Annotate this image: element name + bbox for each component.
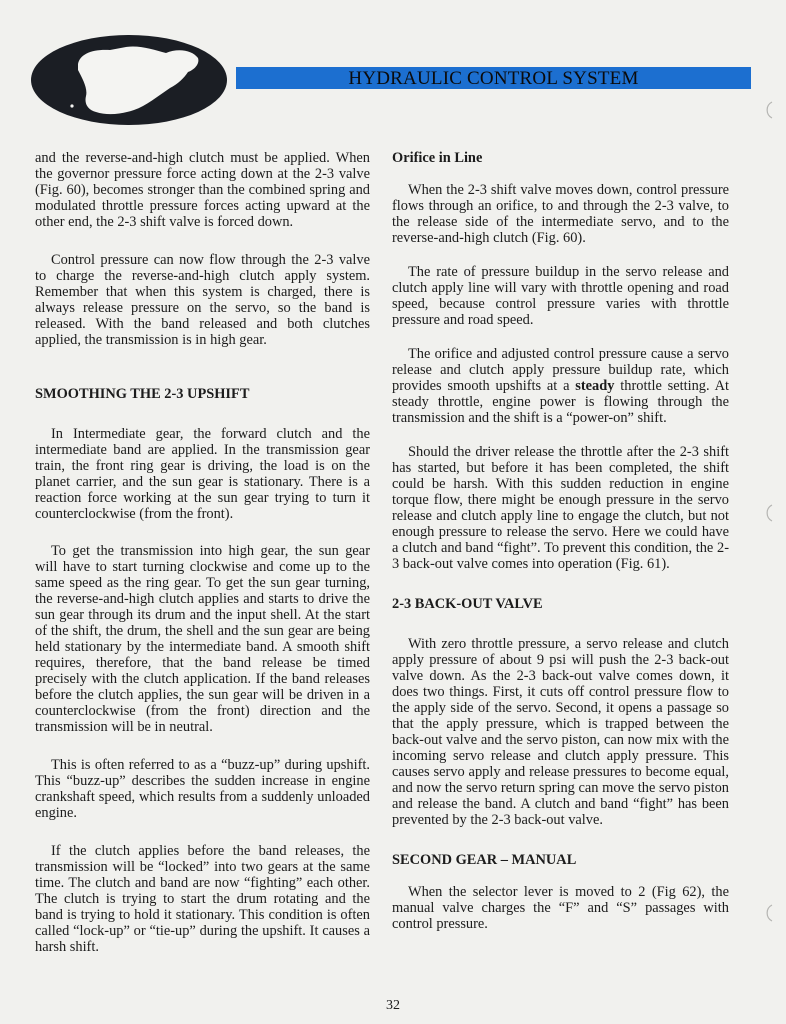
page-header bbox=[30, 28, 730, 128]
paragraph: When the selector lever is moved to 2 (Fig 62), the manual valve charges the “F” and “S” passages with control pressure. bbox=[392, 884, 729, 932]
section-heading: 2-3 BACK-OUT VALVE bbox=[392, 596, 543, 612]
punch-hole-icon bbox=[754, 503, 774, 523]
emphasis-text: steady bbox=[575, 378, 615, 394]
transmission-logo-icon bbox=[30, 34, 228, 126]
section-heading: SECOND GEAR – MANUAL bbox=[392, 852, 577, 868]
paragraph: The rate of pressure buildup in the servo release and clutch apply line will vary with throttle opening and road speed, because control pressure varies with throttle pressure and road speed. bbox=[392, 264, 729, 328]
section-title: HYDRAULIC CONTROL SYSTEM bbox=[348, 68, 639, 89]
paragraph: If the clutch applies before the band releases, the transmission will be “locked” into two gears at the same time. The clutch and band are now “fighting” each other. The clutch is trying to start the drum rotating and the band is trying to hold it stationary. This condition is often called “lock-up” or “tie-up” during the upshift. It causes a harsh shift. bbox=[35, 843, 370, 955]
paragraph: In Intermediate gear, the forward clutch and the intermediate band are applied. In the transmission gear train, the front ring gear is driving, the load is on the planet carrier, and the sun gear is stationary. There is a reaction force working at the sun gear trying to turn it counterclockwise (from the front). bbox=[35, 426, 370, 522]
title-banner bbox=[236, 67, 751, 89]
paragraph: and the reverse-and-high clutch must be applied. When the governor pressure force acting down at the 2-3 valve (Fig. 60), becomes stronger than the combined spring and modulated throttle pressure forces acting upward at the other end, the 2-3 shift valve is forced down. bbox=[35, 150, 370, 230]
section-heading: SMOOTHING THE 2-3 UPSHIFT bbox=[35, 386, 250, 402]
paragraph: Should the driver release the throttle after the 2-3 shift has started, but before it has been completed, the shift could be harsh. With this sudden reduction in engine torque flow, there might be enough pressure in the servo release and clutch apply line to engage the clutch, but not enough pressure to release the servo. Here we could have a clutch and band “fight”. To prevent this condition, the 2-3 back-out valve comes into operation (Fig. 61). bbox=[392, 444, 729, 572]
paragraph-text: The orifice and adjusted control pressure cause a servo release and clutch apply pressure buildup rate, which provides smooth upshifts at a bbox=[392, 346, 729, 394]
paragraph bbox=[392, 346, 729, 426]
paragraph: Control pressure can now flow through the 2-3 valve to charge the reverse-and-high clutch apply system. Remember that when this system is charged, there is always release pressure on the servo, so the band is released. With the band released and both clutches applied, the transmission is in high gear. bbox=[35, 252, 370, 348]
page-number: 32 bbox=[386, 998, 400, 1013]
punch-hole-icon bbox=[754, 100, 774, 120]
punch-hole-icon bbox=[754, 903, 774, 923]
section-heading: Orifice in Line bbox=[392, 150, 483, 166]
paragraph: This is often referred to as a “buzz-up” during upshift. This “buzz-up” describes the sudden increase in engine crankshaft speed, which results from a suddenly unloaded engine. bbox=[35, 757, 370, 821]
left-column bbox=[35, 150, 370, 955]
paragraph: When the 2-3 shift valve moves down, control pressure flows through an orifice, to and through the 2-3 valve, to the release side of the intermediate servo, and to the reverse-and-high clutch (Fig. 60). bbox=[392, 182, 729, 246]
paragraph-text: throttle setting. At steady throttle, engine power is flowing through the transmission and the shift is a “power-on” shift. bbox=[392, 378, 729, 426]
right-column bbox=[392, 150, 729, 932]
paragraph: To get the transmission into high gear, the sun gear will have to start turning clockwise and come up to the same speed as the ring gear. To get the sun gear turning, the reverse-and-high clutch applies and starts to drive the sun gear through its drum and the input shell. At the start of the shift, the drum, the shell and the sun gear are being held stationary by the intermediate band. A smooth shift requires, therefore, that the band release be timed precisely with the clutch application. If the band releases before the clutch applies, the sun gear will be driven in a counterclockwise (from the front) direction and the transmission will be in neutral. bbox=[35, 543, 370, 735]
paragraph: With zero throttle pressure, a servo release and clutch apply pressure of about 9 psi will push the 2-3 back-out valve down. As the 2-3 back-out valve comes down, it does two things. First, it cuts off control pressure flow to the apply side of the servo. Second, it opens a passage so that the apply pressure, which is trapped between the back-out valve and the servo piston, can now mix with the incoming servo release and clutch apply pressure. This causes servo apply and release pressures to become equal, and now the servo return spring can move the servo piston and release the band. A clutch and band “fight” has been prevented by the 2-3 back-out valve. bbox=[392, 636, 729, 828]
